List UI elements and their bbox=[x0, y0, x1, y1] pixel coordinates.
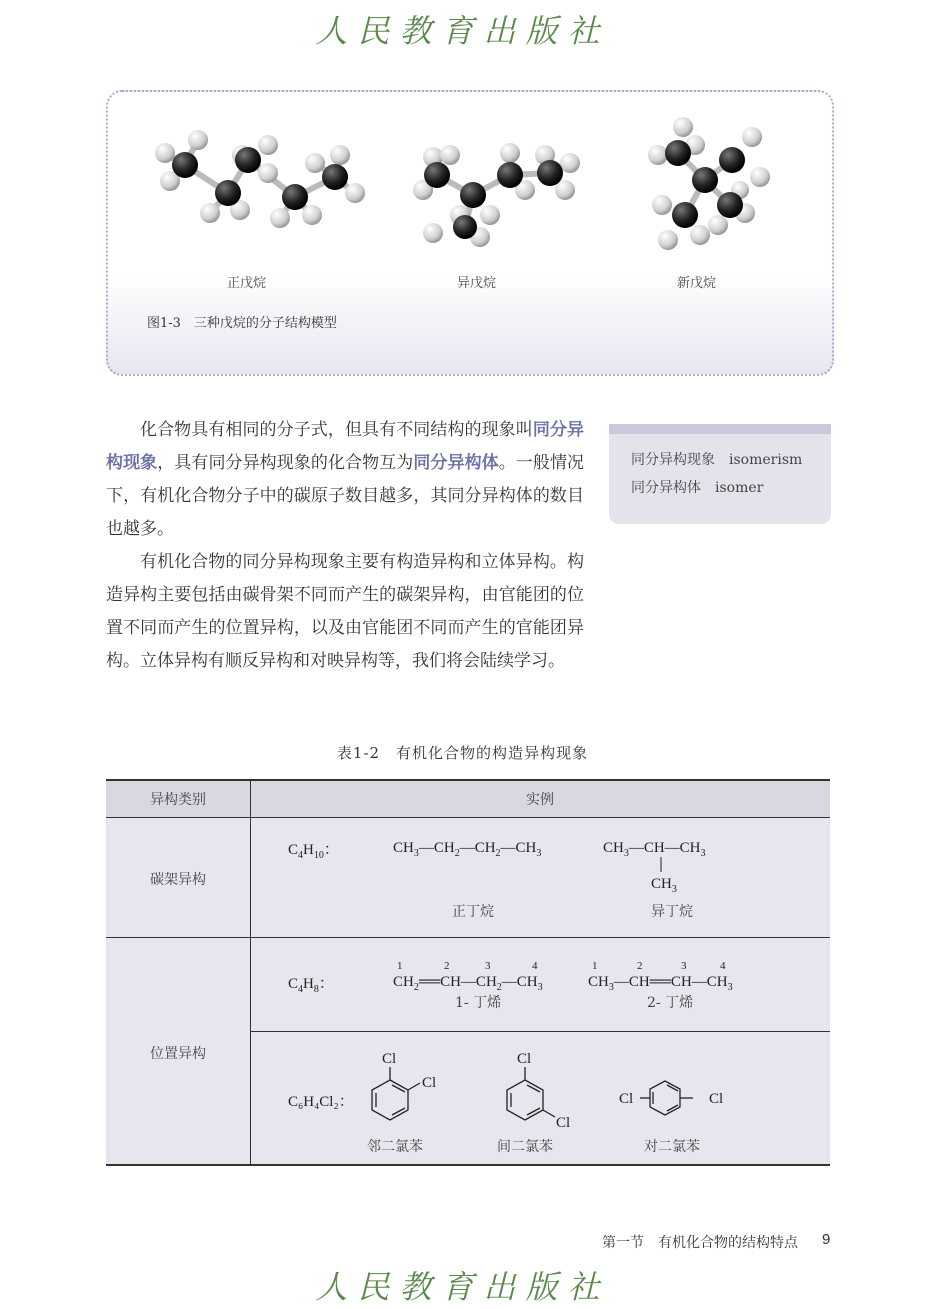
svg-text:CH3—CH2—CH2—CH3: $CH_3—CH_2—CH_2—CH_3$ bbox=[393, 840, 542, 859]
label-isopentane: 异戊烷 bbox=[457, 276, 497, 291]
svg-text:Cl: Cl bbox=[556, 1115, 571, 1131]
publisher-logo-header: 人民教育出版社 bbox=[315, 12, 610, 50]
svg-text:2: 2 bbox=[637, 960, 643, 972]
table-header-example: 实例 bbox=[526, 792, 554, 808]
table-top-rule bbox=[106, 779, 830, 781]
svg-text:2: 2 bbox=[444, 960, 450, 972]
name-n-butane: 正丁烷 bbox=[452, 904, 494, 920]
svg-text:4: 4 bbox=[720, 960, 726, 972]
svg-text:CH3: $CH_3$ bbox=[651, 876, 677, 894]
butane-structures bbox=[385, 832, 745, 894]
footer-section-title: 第一节 有机化合物的结构特点 bbox=[602, 1235, 798, 1251]
name-isobutane: 异丁烷 bbox=[651, 904, 693, 920]
figure-caption: 图1-3 三种戊烷的分子结构模型 bbox=[147, 316, 337, 331]
name-2-butene: 2- 丁烯 bbox=[647, 995, 694, 1011]
glossary-sidebar bbox=[609, 424, 831, 524]
category-position: 位置异构 bbox=[150, 1046, 206, 1062]
table-header-category: 异构类别 bbox=[150, 792, 206, 808]
label-neopentane: 新戊烷 bbox=[677, 276, 717, 291]
term-isomer: 同分异构体 bbox=[413, 453, 499, 473]
table-bottom-rule bbox=[106, 1164, 830, 1166]
dichlorobenzene-structures bbox=[360, 1045, 740, 1135]
svg-text:CH3—CH—CH3: $CH_3—CH—CH_3$ bbox=[603, 840, 706, 859]
svg-text:Cl: Cl bbox=[517, 1051, 532, 1067]
name-p-dichlorobenzene: 对二氯苯 bbox=[644, 1139, 700, 1155]
label-n-pentane: 正戊烷 bbox=[227, 276, 267, 291]
svg-text:4: 4 bbox=[532, 960, 538, 972]
svg-text:3: 3 bbox=[485, 960, 491, 972]
table-subrow-rule bbox=[250, 1031, 830, 1032]
formula-c4h8: $C_4H_8$： bbox=[288, 976, 334, 995]
glossary-line-1: 同分异构现象 isomerism bbox=[631, 452, 803, 468]
svg-text:Cl: Cl bbox=[422, 1075, 437, 1091]
svg-text:1: 1 bbox=[397, 960, 403, 972]
table-column-rule bbox=[250, 779, 251, 1166]
svg-text:3: 3 bbox=[681, 960, 687, 972]
formula-c4h10: $C_4H_{10}$： bbox=[288, 842, 339, 861]
pentane-models-illustration bbox=[140, 115, 820, 265]
svg-text:CH3—CH══CH—CH3: $CH_3—CH══CH—CH_3$ bbox=[588, 974, 733, 993]
name-m-dichlorobenzene: 间二氯苯 bbox=[497, 1139, 553, 1155]
butene-structures bbox=[385, 955, 765, 995]
page-number: 9 bbox=[822, 1231, 831, 1248]
category-carbon-chain: 碳架异构 bbox=[150, 872, 206, 888]
name-1-butene: 1- 丁烯 bbox=[455, 995, 502, 1011]
paragraph-2: 有机化合物的同分异构现象主要有构造异构和立体异构。构造异构主要包括由碳骨架不同而产生的碳架异构，由官能团的位置不同而产生的位置异构，以及由官能团不同而产生的官能团异构。立体异构有顺反异构和对映异构等，我们将会陆续学习。 bbox=[106, 552, 584, 671]
name-o-dichlorobenzene: 邻二氯苯 bbox=[367, 1139, 423, 1155]
publisher-logo-footer: 人民教育出版社 bbox=[315, 1268, 610, 1306]
formula-c6h4cl2: C₆H₄Cl₂： bbox=[288, 1094, 354, 1110]
svg-text:1: 1 bbox=[592, 960, 598, 972]
term-isomerism: 同分异构现象 bbox=[106, 420, 585, 473]
table-row-rule bbox=[106, 937, 830, 938]
table-header-rule bbox=[106, 817, 830, 818]
body-text bbox=[106, 414, 584, 678]
paragraph-1: 化合物具有相同的分子式，但具有不同结构的现象叫同分异构现象，具有同分异构现象的化合物互为同分异构体。一般情况下，有机化合物分子中的碳原子数目越多，其同分异构体的数目也越多。 bbox=[106, 420, 585, 539]
svg-text:CH2══CH—CH2—CH3: $CH_2══CH—CH_2—CH_3$ bbox=[393, 974, 543, 993]
glossary-line-2: 同分异构体 isomer bbox=[631, 480, 764, 496]
svg-text:Cl: Cl bbox=[382, 1051, 397, 1067]
svg-text:Cl: Cl bbox=[709, 1091, 724, 1107]
svg-text:Cl: Cl bbox=[619, 1091, 634, 1107]
table-title: 表1-2 有机化合物的构造异构现象 bbox=[336, 744, 589, 762]
